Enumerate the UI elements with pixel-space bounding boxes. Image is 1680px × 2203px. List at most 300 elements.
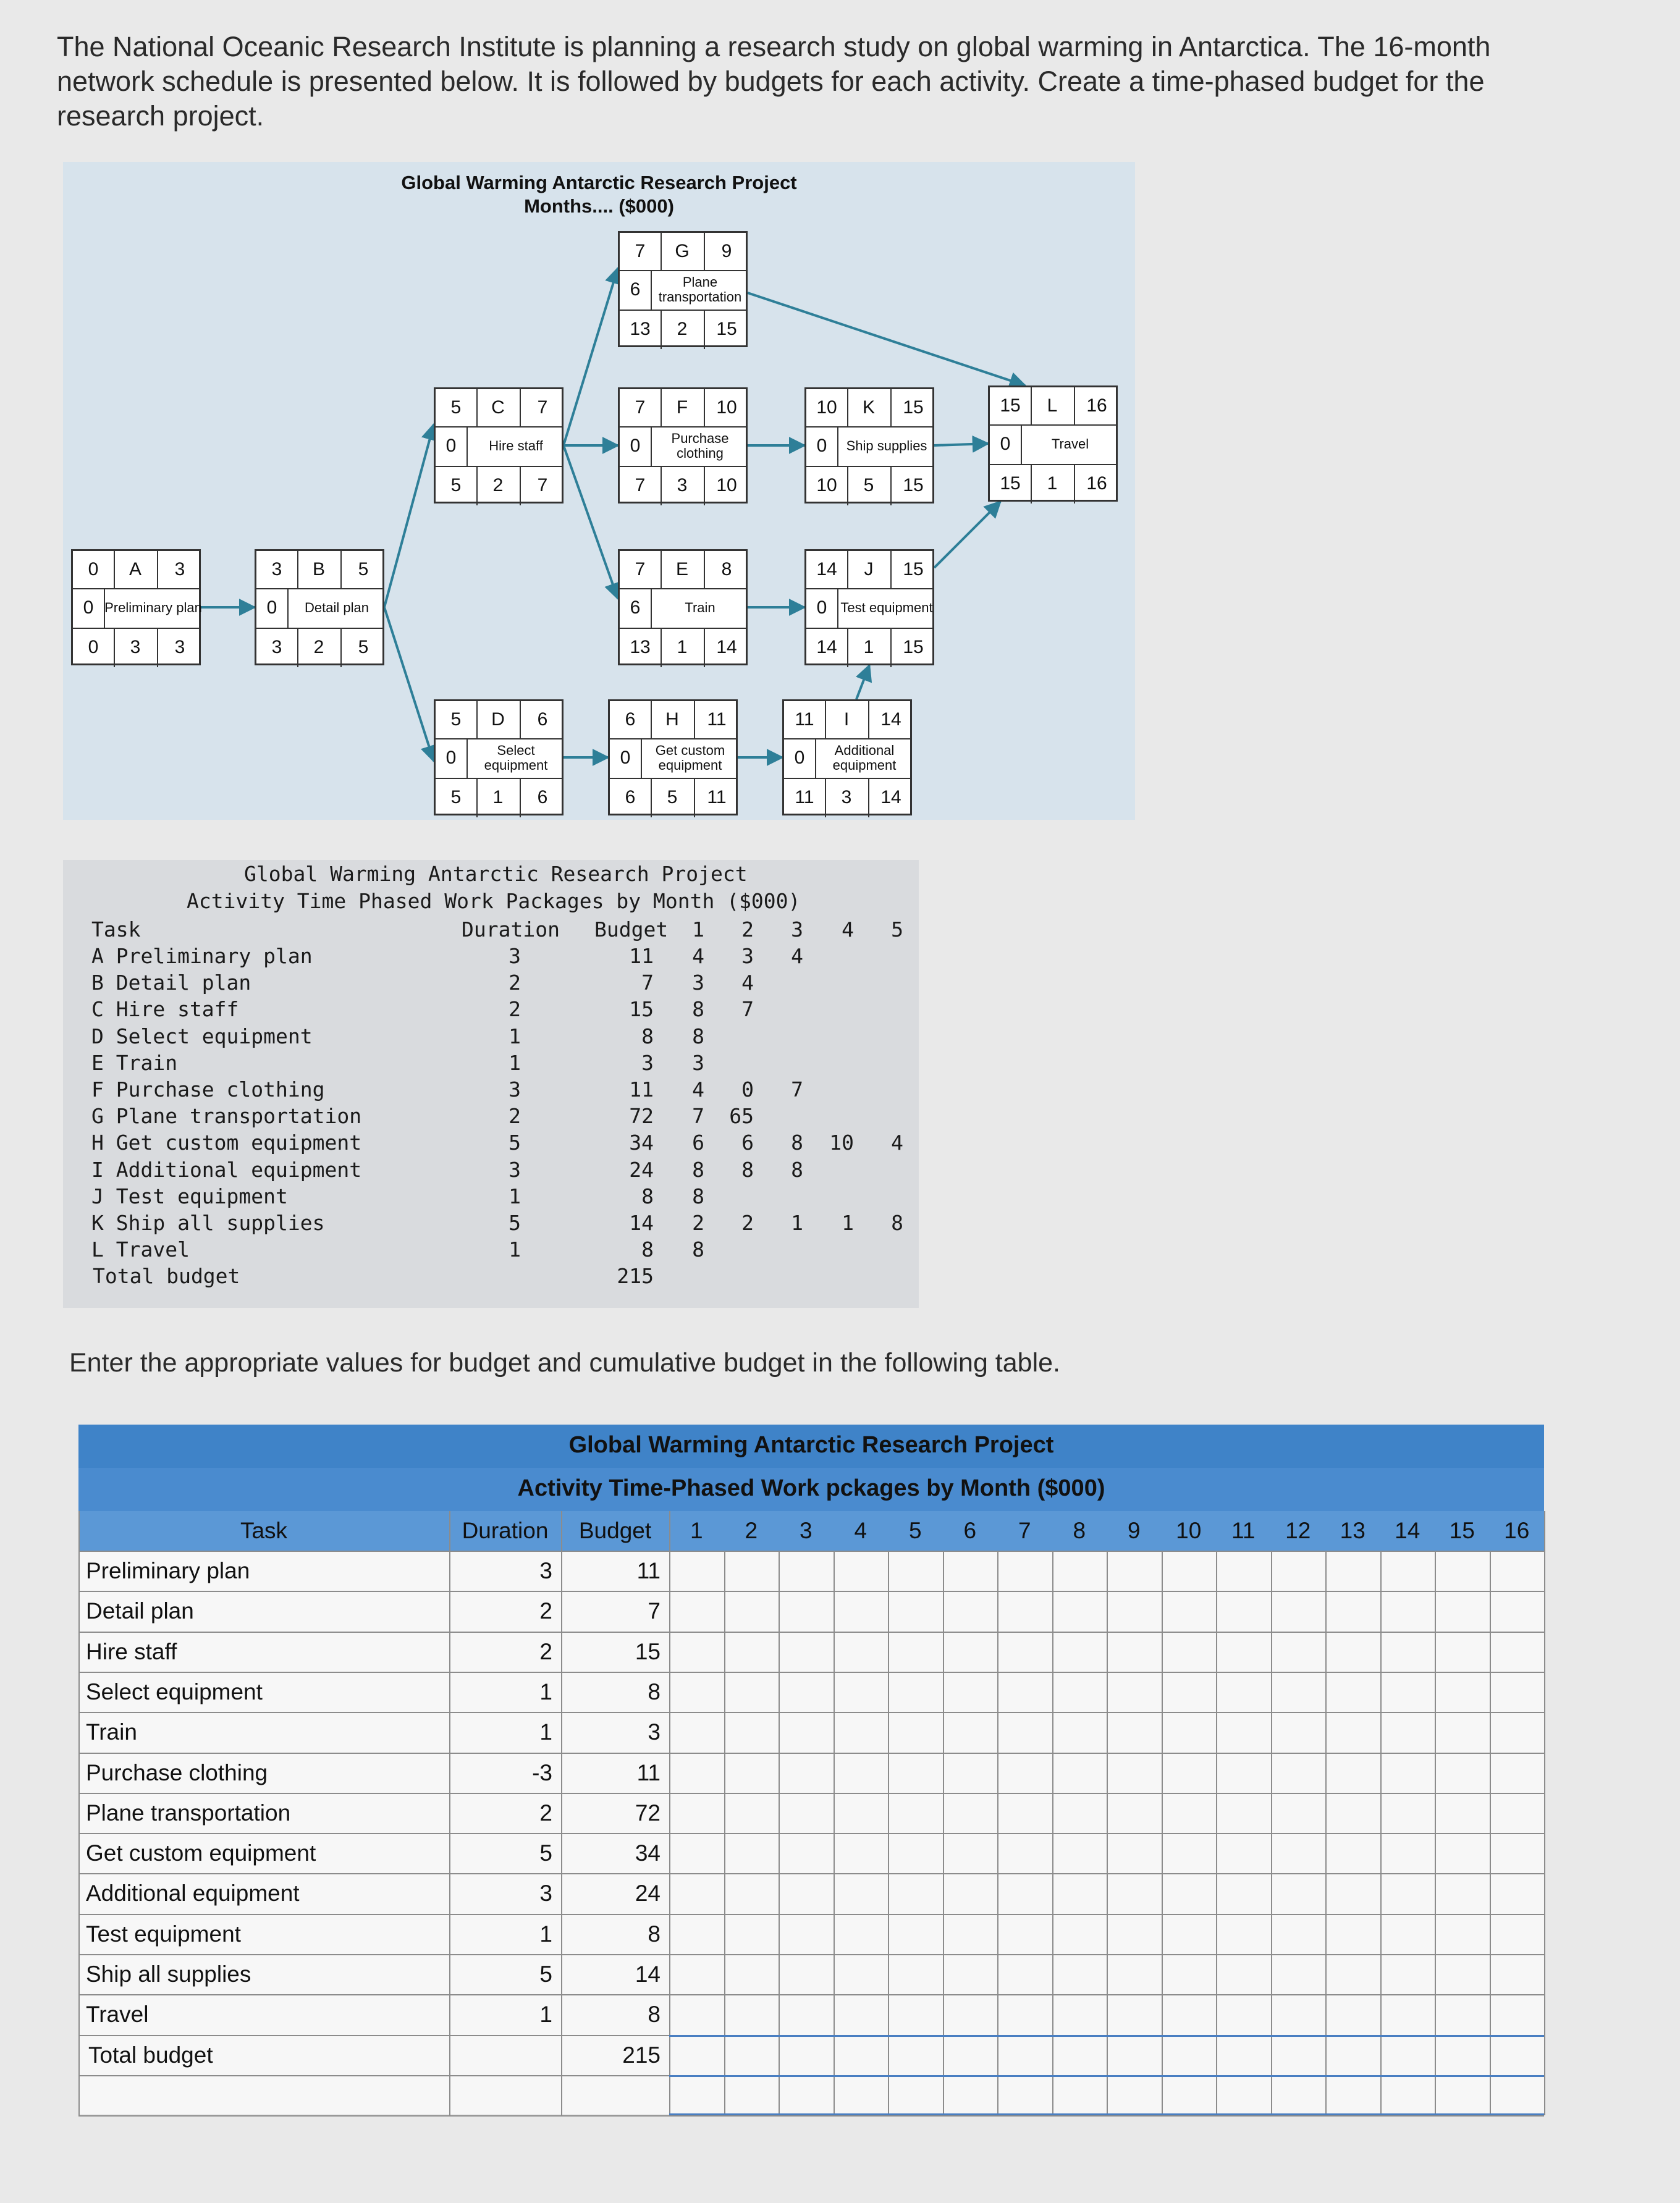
answer-table-title: Global Warming Antarctic Research Project <box>568 1432 1054 1458</box>
answer-grid-month-line <box>724 1551 725 2115</box>
node-duration: 3 <box>841 787 852 807</box>
source-table-subtitle: Activity Time Phased Work Packages by Month ($000) <box>187 889 801 913</box>
source-row-task: A Preliminary plan <box>91 944 313 968</box>
node-task-id: A <box>129 559 141 579</box>
arrow-g-l <box>748 293 1025 385</box>
node-late-start: 13 <box>630 319 651 339</box>
cumulative-cell-border <box>779 2113 834 2115</box>
node-early-finish: 3 <box>174 559 185 579</box>
node-late-finish: 16 <box>1086 473 1107 494</box>
instruction-text: Enter the appropriate values for budget and cumulative budget in the following table. <box>69 1348 1060 1378</box>
answer-grid-col-line <box>1544 1511 1545 2115</box>
answer-row-duration: 3 <box>539 1558 552 1583</box>
node-task-name: Detail plan <box>305 600 369 615</box>
answer-row-budget: 8 <box>648 1679 661 1704</box>
answer-grid-row-line <box>78 1914 1544 1915</box>
cumulative-cell-border <box>1435 2075 1490 2077</box>
answer-header-month: 3 <box>799 1518 813 1543</box>
answer-grid-row-line <box>78 1994 1544 1995</box>
answer-row-budget: 34 <box>635 1840 661 1866</box>
node-slack: 0 <box>445 748 457 768</box>
node-early-start: 14 <box>816 559 837 579</box>
node-task-name: Plane transportation <box>658 274 742 305</box>
node-slack: 0 <box>266 597 277 618</box>
answer-grid-col-line <box>449 1511 450 2115</box>
answer-total-label: Total budget <box>88 2042 213 2068</box>
node-early-finish: 6 <box>537 709 548 730</box>
cumulative-cell-border <box>997 2075 1052 2077</box>
source-row-month-value: 8 <box>741 1157 754 1182</box>
node-early-finish: 9 <box>721 241 732 261</box>
source-header-month: 4 <box>842 917 854 941</box>
node-slack: 0 <box>630 436 641 456</box>
answer-grid-row-line <box>78 2115 1544 2117</box>
node-duration: 5 <box>863 475 874 495</box>
arrow-b-d <box>384 607 434 761</box>
node-early-start: 6 <box>625 709 636 730</box>
cumulative-cell-border <box>1216 2113 1271 2115</box>
network-node-l <box>988 385 1118 502</box>
answer-grid-month-line <box>1052 1551 1053 2115</box>
node-slack: 0 <box>816 436 827 456</box>
node-late-finish: 5 <box>358 637 369 657</box>
answer-grid-row-line <box>78 1672 1544 1673</box>
source-row-budget: 8 <box>641 1024 654 1048</box>
answer-grid-row-line <box>78 1712 1544 1713</box>
source-row-budget: 24 <box>629 1157 654 1182</box>
answer-row-task: Preliminary plan <box>86 1558 250 1583</box>
answer-row-task: Plane transportation <box>86 1800 291 1826</box>
answer-row-task: Detail plan <box>86 1598 194 1624</box>
node-early-start: 15 <box>1000 395 1021 416</box>
total-cell-border <box>834 2035 889 2037</box>
cumulative-cell-border <box>1435 2113 1490 2115</box>
answer-header-budget: Budget <box>578 1518 652 1543</box>
network-node-k <box>804 387 934 503</box>
node-task-id: C <box>491 397 505 418</box>
node-late-finish: 10 <box>716 475 737 495</box>
answer-row-task: Travel <box>86 2002 149 2028</box>
answer-header-month: 6 <box>963 1518 977 1543</box>
total-cell-border <box>997 2035 1052 2037</box>
cumulative-cell-border <box>1107 2075 1162 2077</box>
answer-grid-month-line <box>1107 1551 1108 2115</box>
answer-row-duration: -3 <box>532 1759 552 1785</box>
node-task-id: H <box>665 709 679 730</box>
source-row-month-value: 7 <box>741 997 754 1022</box>
answer-row-budget: 72 <box>635 1800 661 1826</box>
source-row-month-value: 8 <box>692 1184 704 1208</box>
cumulative-cell-border <box>888 2075 943 2077</box>
arrow-j-l <box>934 502 1000 568</box>
node-early-finish: 15 <box>903 397 924 418</box>
node-late-finish: 14 <box>880 787 901 807</box>
total-cell-border <box>1435 2035 1490 2037</box>
cumulative-cell-border <box>1271 2113 1326 2115</box>
source-header-task: Task <box>91 917 141 941</box>
node-slack: 0 <box>816 597 827 618</box>
node-early-finish: 10 <box>716 397 737 418</box>
cumulative-cell-border <box>1380 2075 1435 2077</box>
source-row-month-value: 8 <box>692 1237 704 1262</box>
source-row-month-value: 8 <box>692 1157 704 1182</box>
cumulative-cell-border <box>669 2113 724 2115</box>
network-node-a <box>71 549 201 665</box>
answer-row-task: Train <box>86 1719 137 1745</box>
source-header-budget: Budget <box>594 917 669 941</box>
answer-row-duration: 1 <box>539 1719 552 1745</box>
source-total-budget: 215 <box>617 1264 654 1288</box>
source-row-budget: 15 <box>629 997 654 1022</box>
answer-row-budget: 24 <box>635 1881 661 1906</box>
answer-row-budget: 15 <box>635 1638 661 1664</box>
answer-total-budget: 215 <box>622 2042 661 2068</box>
cumulative-cell-border <box>1052 2113 1107 2115</box>
arrow-c-e <box>564 445 618 599</box>
source-row-month-value: 2 <box>692 1211 704 1235</box>
node-task-id: E <box>675 559 688 579</box>
source-total-label: Total budget <box>93 1264 240 1288</box>
answer-header-task: Task <box>240 1518 288 1543</box>
node-task-id: K <box>862 397 875 418</box>
source-row-task: F Purchase clothing <box>91 1077 325 1102</box>
cumulative-cell-border <box>1325 2113 1380 2115</box>
total-cell-border <box>779 2035 834 2037</box>
answer-row-duration: 1 <box>539 1921 552 1947</box>
node-slack: 6 <box>630 597 641 618</box>
answer-header-month: 8 <box>1073 1518 1086 1543</box>
cumulative-cell-border <box>1107 2113 1162 2115</box>
answer-row-duration: 1 <box>539 2002 552 2028</box>
answer-row-budget: 14 <box>635 1961 661 1987</box>
answer-row-budget: 3 <box>648 1719 661 1745</box>
node-task-name: Ship supplies <box>846 438 927 453</box>
node-task-name: Purchase clothing <box>671 431 729 461</box>
network-node-b <box>255 549 384 665</box>
node-slack: 0 <box>794 748 805 768</box>
source-header-month: 2 <box>741 917 754 941</box>
answer-header-month: 4 <box>854 1518 867 1543</box>
network-node-e <box>618 549 748 665</box>
source-row-month-value: 7 <box>791 1077 803 1102</box>
cumulative-cell-border <box>1380 2113 1435 2115</box>
source-row-month-value: 8 <box>692 1024 704 1048</box>
source-row-task: J Test equipment <box>91 1184 288 1208</box>
source-row-month-value: 1 <box>791 1211 803 1235</box>
node-early-start: 11 <box>795 709 814 730</box>
source-row-month-value: 3 <box>692 971 704 995</box>
arrow-k-l <box>934 444 988 445</box>
source-row-duration: 1 <box>509 1024 521 1048</box>
node-late-start: 6 <box>625 787 636 807</box>
node-slack: 0 <box>620 748 631 768</box>
node-late-start: 7 <box>635 475 646 495</box>
cumulative-cell-border <box>997 2113 1052 2115</box>
node-duration: 2 <box>313 637 324 657</box>
cumulative-cell-border <box>1271 2075 1326 2077</box>
answer-row-task: Purchase clothing <box>86 1759 268 1785</box>
source-row-task: K Ship all supplies <box>91 1211 325 1235</box>
cumulative-cell-border <box>724 2113 779 2115</box>
node-task-id: J <box>864 559 874 579</box>
node-early-start: 7 <box>635 241 646 261</box>
network-node-c <box>434 387 564 503</box>
node-early-start: 5 <box>450 397 462 418</box>
answer-header-month: 11 <box>1231 1518 1256 1543</box>
cumulative-cell-border <box>669 2075 724 2077</box>
answer-grid-row-line <box>78 1753 1544 1754</box>
node-late-finish: 11 <box>707 787 727 807</box>
answer-grid-month-line <box>888 1551 889 2115</box>
answer-row-duration: 5 <box>539 1840 552 1866</box>
cumulative-cell-border <box>888 2113 943 2115</box>
answer-row-duration: 1 <box>539 1679 552 1704</box>
node-late-finish: 6 <box>537 787 548 807</box>
source-header-duration: Duration <box>462 917 560 941</box>
answer-header-month: 1 <box>690 1518 703 1543</box>
node-task-name: Additional equipment <box>832 743 897 773</box>
answer-grid-month-line <box>1216 1551 1217 2115</box>
source-row-month-value: 6 <box>692 1131 704 1155</box>
source-row-month-value: 10 <box>829 1131 854 1155</box>
source-row-month-value: 8 <box>891 1211 903 1235</box>
answer-grid-month-line <box>997 1551 998 2115</box>
answer-grid-row-line <box>78 1591 1544 1592</box>
answer-header-month: 16 <box>1504 1518 1530 1543</box>
node-task-id: B <box>312 559 325 579</box>
source-row-task: L Travel <box>91 1237 190 1262</box>
node-task-name: Travel <box>1051 436 1089 452</box>
node-duration: 1 <box>492 787 504 807</box>
answer-row-duration: 3 <box>539 1881 552 1906</box>
node-task-id: F <box>676 397 688 418</box>
node-late-start: 3 <box>271 637 282 657</box>
node-duration: 3 <box>130 637 141 657</box>
answer-grid-month-line <box>1325 1551 1327 2115</box>
node-late-start: 10 <box>816 475 837 495</box>
node-late-finish: 15 <box>903 475 924 495</box>
source-row-month-value: 0 <box>741 1077 754 1102</box>
answer-grid-row-line <box>78 1873 1544 1874</box>
answer-header-month: 14 <box>1395 1518 1420 1543</box>
node-duration: 2 <box>492 475 504 495</box>
source-row-duration: 1 <box>509 1237 521 1262</box>
answer-row-task: Additional equipment <box>86 1881 300 1906</box>
source-row-budget: 72 <box>629 1104 654 1129</box>
network-node-d <box>434 699 564 815</box>
source-row-duration: 2 <box>509 997 521 1022</box>
node-late-start: 11 <box>795 787 814 807</box>
node-late-start: 14 <box>816 637 837 657</box>
node-duration: 1 <box>863 637 874 657</box>
arrow-c-g <box>564 268 618 445</box>
total-cell-border <box>1216 2035 1271 2037</box>
node-duration: 1 <box>677 637 688 657</box>
answer-grid-row-line <box>78 1632 1544 1633</box>
answer-grid-col-line <box>78 1511 80 2115</box>
problem-intro: The National Oceanic Research Institute is planning a research study on global warming in Antarctica. The 16-month network schedule is presented below. It is followed by budgets for each activity. Create a time-phased budget for the research project. <box>57 31 1491 132</box>
source-row-month-value: 4 <box>692 944 704 968</box>
network-subtitle: Months.... ($000) <box>524 195 674 217</box>
network-node-h <box>608 699 738 815</box>
source-row-task: I Additional equipment <box>91 1157 362 1182</box>
answer-header-month: 7 <box>1018 1518 1031 1543</box>
source-row-month-value: 65 <box>729 1104 754 1129</box>
source-row-month-value: 8 <box>791 1157 803 1182</box>
answer-grid-month-line <box>1271 1551 1272 2115</box>
node-duration: 1 <box>1047 473 1058 494</box>
source-row-month-value: 4 <box>891 1131 903 1155</box>
node-early-finish: 11 <box>707 709 727 730</box>
network-arrows <box>63 162 1135 820</box>
node-task-name: Preliminary plan <box>104 600 202 615</box>
source-row-task: C Hire staff <box>91 997 239 1022</box>
node-early-finish: 14 <box>880 709 901 730</box>
source-row-budget: 34 <box>629 1131 654 1155</box>
node-early-start: 7 <box>635 397 646 418</box>
answer-table-subtitle: Activity Time-Phased Work pckages by Month ($000) <box>517 1475 1105 1501</box>
source-row-budget: 14 <box>629 1211 654 1235</box>
network-node-i <box>782 699 912 815</box>
node-duration: 3 <box>677 475 688 495</box>
node-slack: 0 <box>83 597 94 618</box>
answer-grid-row-line <box>78 1833 1544 1834</box>
total-cell-border <box>1325 2035 1380 2037</box>
node-duration: 5 <box>667 787 678 807</box>
source-row-budget: 11 <box>629 1077 654 1102</box>
answer-grid-row-line <box>78 1551 1544 1552</box>
cumulative-cell-border <box>834 2075 889 2077</box>
node-early-start: 0 <box>88 559 99 579</box>
answer-row-budget: 8 <box>648 2002 661 2028</box>
total-cell-border <box>1271 2035 1326 2037</box>
cumulative-cell-border <box>1052 2075 1107 2077</box>
source-row-month-value: 7 <box>692 1104 704 1129</box>
answer-header-month: 2 <box>745 1518 758 1543</box>
answer-header-month: 12 <box>1285 1518 1311 1543</box>
node-early-finish: 16 <box>1086 395 1107 416</box>
node-early-finish: 5 <box>358 559 369 579</box>
source-row-budget: 3 <box>641 1050 654 1075</box>
node-late-finish: 14 <box>716 637 737 657</box>
node-late-finish: 3 <box>174 637 185 657</box>
answer-grid-col-line <box>561 1511 562 2115</box>
node-late-start: 0 <box>88 637 99 657</box>
node-task-name: Test equipment <box>840 600 933 615</box>
source-row-task: B Detail plan <box>91 971 251 995</box>
network-title: Global Warming Antarctic Research Project <box>401 172 797 193</box>
answer-row-task: Select equipment <box>86 1679 263 1704</box>
source-table-title: Global Warming Antarctic Research Project <box>244 862 748 886</box>
answer-grid-row-line <box>78 1954 1544 1955</box>
source-row-duration: 3 <box>509 944 521 968</box>
answer-row-duration: 2 <box>539 1800 552 1826</box>
total-cell-border <box>669 2035 724 2037</box>
answer-row-task: Test equipment <box>86 1921 241 1947</box>
answer-header-month: 10 <box>1176 1518 1202 1543</box>
network-node-g <box>618 231 748 347</box>
source-row-month-value: 8 <box>791 1131 803 1155</box>
network-diagram <box>63 162 1135 820</box>
arrow-b-c <box>384 424 434 607</box>
source-row-budget: 8 <box>641 1184 654 1208</box>
network-node-j <box>804 549 934 665</box>
source-row-budget: 7 <box>641 971 654 995</box>
source-row-month-value: 6 <box>741 1131 754 1155</box>
cumulative-cell-border <box>1162 2113 1217 2115</box>
node-duration: 2 <box>677 319 688 339</box>
node-early-start: 7 <box>635 559 646 579</box>
source-row-month-value: 2 <box>741 1211 754 1235</box>
answer-row-task: Ship all supplies <box>86 1961 251 1987</box>
answer-row-duration: 2 <box>539 1598 552 1624</box>
source-row-duration: 5 <box>509 1211 521 1235</box>
answer-header-month: 9 <box>1127 1518 1141 1543</box>
source-row-duration: 1 <box>509 1184 521 1208</box>
node-late-start: 5 <box>450 475 462 495</box>
source-row-duration: 3 <box>509 1157 521 1182</box>
total-cell-border <box>1380 2035 1435 2037</box>
cumulative-cell-border <box>943 2075 998 2077</box>
answer-row-duration: 5 <box>539 1961 552 1987</box>
answer-row-budget: 11 <box>636 1558 661 1583</box>
node-late-finish: 15 <box>716 319 737 339</box>
cumulative-cell-border <box>1490 2113 1545 2115</box>
cumulative-cell-border <box>1490 2075 1545 2077</box>
node-task-name: Train <box>685 600 715 615</box>
source-row-task: E Train <box>91 1050 178 1075</box>
answer-grid-month-line <box>834 1551 835 2115</box>
answer-grid-month-line <box>943 1551 944 2115</box>
source-row-task: H Get custom equipment <box>91 1131 362 1155</box>
node-task-name: Select equipment <box>484 743 548 773</box>
cumulative-cell-border <box>834 2113 889 2115</box>
source-row-duration: 2 <box>509 971 521 995</box>
answer-grid-month-line <box>1162 1551 1163 2115</box>
total-cell-border <box>1162 2035 1217 2037</box>
answer-row-budget: 11 <box>636 1759 661 1785</box>
answer-grid-row-line <box>78 1793 1544 1794</box>
node-task-id: D <box>491 709 505 730</box>
arrow-i-j <box>856 665 869 699</box>
node-task-id: G <box>675 241 690 261</box>
node-task-name: Hire staff <box>489 438 543 453</box>
answer-header-month: 15 <box>1449 1518 1475 1543</box>
answer-row-duration: 2 <box>539 1638 552 1664</box>
source-row-duration: 5 <box>509 1131 521 1155</box>
source-row-month-value: 3 <box>692 1050 704 1075</box>
node-early-start: 3 <box>271 559 282 579</box>
answer-header-duration: Duration <box>462 1518 549 1543</box>
answer-header-month: 13 <box>1340 1518 1366 1543</box>
cumulative-cell-border <box>779 2075 834 2077</box>
source-row-month-value: 4 <box>741 971 754 995</box>
node-task-id: L <box>1047 395 1058 416</box>
node-late-start: 5 <box>450 787 462 807</box>
answer-header-month: 5 <box>908 1518 922 1543</box>
node-late-start: 13 <box>630 637 651 657</box>
answer-row-task: Get custom equipment <box>86 1840 316 1866</box>
source-row-task: D Select equipment <box>91 1024 313 1048</box>
node-slack: 0 <box>445 436 457 456</box>
node-task-id: I <box>843 709 850 730</box>
source-header-month: 1 <box>692 917 704 941</box>
total-cell-border <box>888 2035 943 2037</box>
node-slack: 6 <box>630 279 641 300</box>
node-slack: 0 <box>1000 434 1011 454</box>
node-late-finish: 15 <box>903 637 924 657</box>
node-early-start: 10 <box>816 397 837 418</box>
